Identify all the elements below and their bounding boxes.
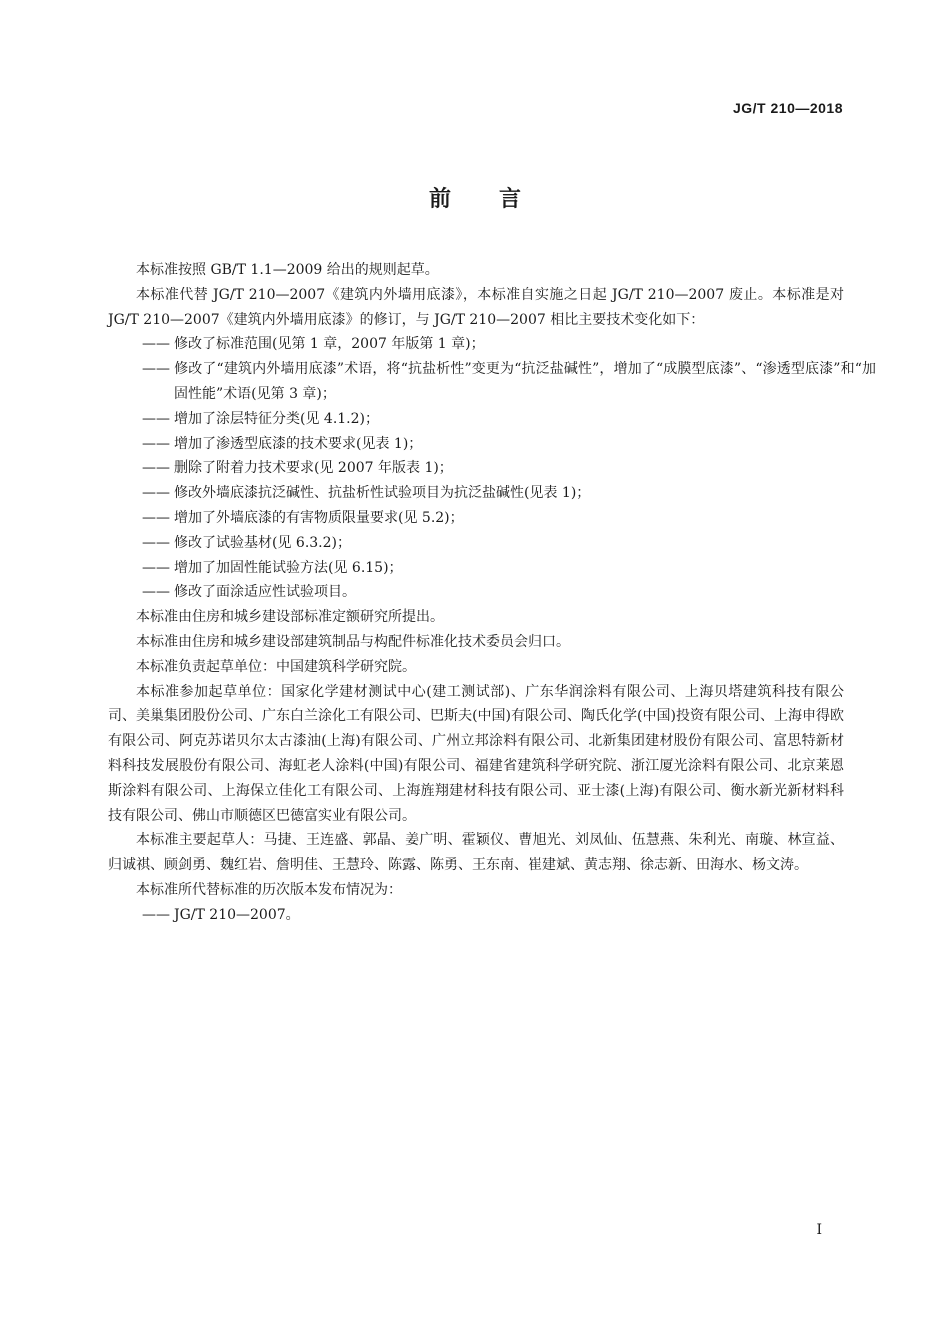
dash-mark: ——: [142, 410, 170, 427]
page-number: I: [816, 1222, 822, 1238]
list-item: —— 修改了“建筑内外墙用底漆”术语，将“抗盐析性”变更为“抗泛盐碱性”，增加了“成膜型底漆”、“渗透型底漆”和“加固性能”术语(见第 3 章)；: [142, 357, 876, 407]
list-item: —— 修改了面涂适应性试验项目。: [142, 580, 876, 605]
history-item: —— JG/T 210—2007。: [142, 903, 876, 928]
list-item: —— 修改了试验基材(见 6.3.2)；: [142, 531, 876, 556]
dash-mark: ——: [142, 906, 170, 923]
list-item: —— 增加了涂层特征分类(见 4.1.2)；: [142, 407, 876, 432]
dash-mark: ——: [142, 534, 170, 551]
standard-code: JG/T 210—2018: [732, 100, 843, 116]
list-item: —— 增加了加固性能试验方法(见 6.15)；: [142, 556, 876, 581]
dash-mark: ——: [142, 336, 170, 353]
list-item: —— 修改了标准范围(见第 1 章，2007 年版第 1 章)；: [142, 332, 876, 357]
foreword-body: [108, 258, 876, 928]
paragraph-participating-units: 本标准参加起草单位：国家化学建材测试中心(建工测试部)、广东华润涂料有限公司、上海贝塔建筑科技有限公司、美巢集团股份公司、广东白兰涂化工有限公司、巴斯夫(中国)有限公司、陶氏化学(中国)投资有限公司、上海申得欧有限公司、阿克苏诺贝尔太古漆油(上海)有限公司、广州立邦涂料有限公司、北新集团建材股份有限公司、富思特新材料科技发展股份有限公司、海虹老人涂料(中国)有限公司、福建省建筑科学研究院、浙江厦光涂料有限公司、北京莱恩斯涂料有限公司、上海保立佳化工有限公司、上海旌翔建材科技有限公司、亚士漆(上海)有限公司、衡水新光新材料科技有限公司、佛山市顺德区巴德富实业有限公司。: [108, 683, 844, 824]
paragraph-proposer: 本标准由住房和城乡建设部标准定额研究所提出。: [136, 609, 444, 626]
list-item: —— 删除了附着力技术要求(见 2007 年版表 1)；: [142, 456, 876, 481]
dash-mark: ——: [142, 361, 170, 378]
page-title: [0, 182, 950, 213]
dash-mark: ——: [142, 460, 170, 477]
paragraph-history: 本标准所代替标准的历次版本发布情况为：: [136, 881, 402, 898]
dash-mark: ——: [142, 584, 170, 601]
dash-mark: ——: [142, 485, 170, 502]
dash-mark: ——: [142, 435, 170, 452]
list-item: —— 修改外墙底漆抗泛碱性、抗盐析性试验项目为抗泛盐碱性(见表 1)；: [142, 481, 876, 506]
paragraph-drafting-rules: 本标准按照 GB/T 1.1—2009 给出的规则起草。: [136, 262, 439, 278]
title-char-right: 言: [499, 187, 522, 212]
paragraph-lead-drafter: 本标准负责起草单位：中国建筑科学研究院。: [136, 658, 416, 675]
dash-mark: ——: [142, 559, 170, 576]
paragraph-administrator: 本标准由住房和城乡建设部建筑制品与构配件标准化技术委员会归口。: [136, 633, 570, 650]
list-item: —— 增加了渗透型底漆的技术要求(见表 1)；: [142, 432, 876, 457]
list-item: —— 增加了外墙底漆的有害物质限量要求(见 5.2)；: [142, 506, 876, 531]
changes-list: [108, 332, 876, 605]
dash-mark: ——: [142, 509, 170, 526]
paragraph-main-drafters: 本标准主要起草人：马捷、王连盛、郭晶、姜广明、霍颖仪、曹旭光、刘凤仙、伍慧燕、朱利光、南璇、林宣益、归诚祺、顾剑勇、魏红岩、詹明佳、王慧玲、陈露、陈勇、王东南、崔建斌、黄志翔、徐志新、田海水、杨文涛。: [108, 832, 844, 874]
title-char-left: 前: [428, 187, 451, 212]
paragraph-replacement: 本标准代替 JG/T 210—2007《建筑内外墙用底漆》，本标准自实施之日起 JG/T 210—2007 废止。本标准是对 JG/T 210—2007《建筑内外墙用底漆》的修订，与 JG/T 210—2007 相比主要技术变化如下：: [108, 286, 844, 328]
